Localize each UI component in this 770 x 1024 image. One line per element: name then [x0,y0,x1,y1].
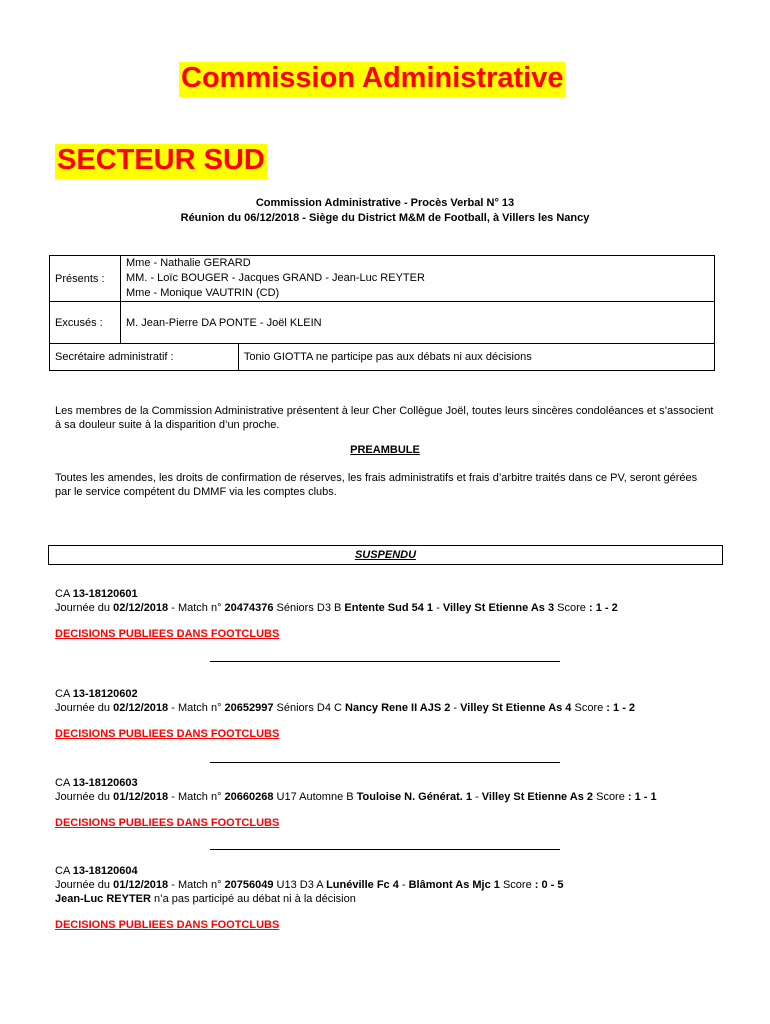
case-number: CA 13-18120604 [55,865,138,877]
sector-title: SECTEUR SUD [55,144,267,179]
case-entry [55,864,735,932]
presents-label: Présents : [50,256,121,302]
excuses-label: Excusés : [50,302,121,344]
secretary-value: Tonio GIOTTA ne participe pas aux débats ni aux décisions [238,344,714,371]
presents-list [121,256,715,302]
excuses-row [50,302,715,344]
separator-line [210,661,560,662]
presents-row [50,256,715,302]
present-member: Mme - Nathalie GERARD [126,257,251,269]
case-match-line: Journée du 01/12/2018 - Match n° 20756049 U13 D3 A Lunéville Fc 4 - Blâmont As Mjc 1 Score : 0 - 5 [55,879,564,891]
attendance-table [49,255,715,371]
case-decision-link[interactable]: DECISIONS PUBLIEES DANS FOOTCLUBS [55,628,280,640]
case-entry [55,687,735,741]
present-member: MM. - Loïc BOUGER - Jacques GRAND - Jean-Luc REYTER [126,272,425,284]
case-match-line: Journée du 01/12/2018 - Match n° 20660268 U17 Automne B Touloise N. Générat. 1 - Villey St Etienne As 2 Score : 1 - 1 [55,791,657,803]
preamble-title: PREAMBULE [350,444,420,456]
secretary-label: Secrétaire administratif : [50,344,239,371]
case-decision-link[interactable]: DECISIONS PUBLIEES DANS FOOTCLUBS [55,817,280,829]
case-decision-link[interactable]: DECISIONS PUBLIEES DANS FOOTCLUBS [55,919,280,931]
separator-line [210,849,560,850]
case-number: CA 13-18120603 [55,777,138,789]
case-decision-link[interactable]: DECISIONS PUBLIEES DANS FOOTCLUBS [55,728,280,740]
pv-heading: Commission Administrative - Procès Verbal N° 13 [255,197,515,209]
condolences-text: Les membres de la Commission Administrative présentent à leur Cher Collègue Joël, toutes leurs sincères condoléances et s’associent à sa douleur suite à la disparition d’un proche. [55,405,714,431]
case-match-line: Journée du 02/12/2018 - Match n° 20652997 Séniors D4 C Nancy Rene II AJS 2 - Villey St Etienne As 4 Score : 1 - 2 [55,702,636,714]
case-entry [55,587,735,641]
excuses-list: M. Jean-Pierre DA PONTE - Joël KLEIN [121,302,715,344]
case-match-line: Journée du 02/12/2018 - Match n° 20474376 Séniors D3 B Entente Sud 54 1 - Villey St Etienne As 3 Score : 1 - 2 [55,602,618,614]
case-number: CA 13-18120601 [55,588,138,600]
meeting-info: Réunion du 06/12/2018 - Siège du District M&M de Football, à Villers les Nancy [180,212,590,224]
case-number: CA 13-18120602 [55,688,138,700]
secretary-row [50,344,715,371]
preamble-text: Toutes les amendes, les droits de confirmation de réserves, les frais administratifs et frais d’arbitre traités dans ce PV, seront gérées par le service compétent du DMMF via les comptes clubs. [55,472,698,498]
case-note: Jean-Luc REYTER n’a pas participé au débat ni à la décision [55,893,356,905]
section-title-suspendu: SUSPENDU [48,545,723,565]
present-member: Mme - Monique VAUTRIN (CD) [126,287,280,299]
case-entry [55,776,735,830]
separator-line [210,762,560,763]
document-title: Commission Administrative [179,62,565,97]
